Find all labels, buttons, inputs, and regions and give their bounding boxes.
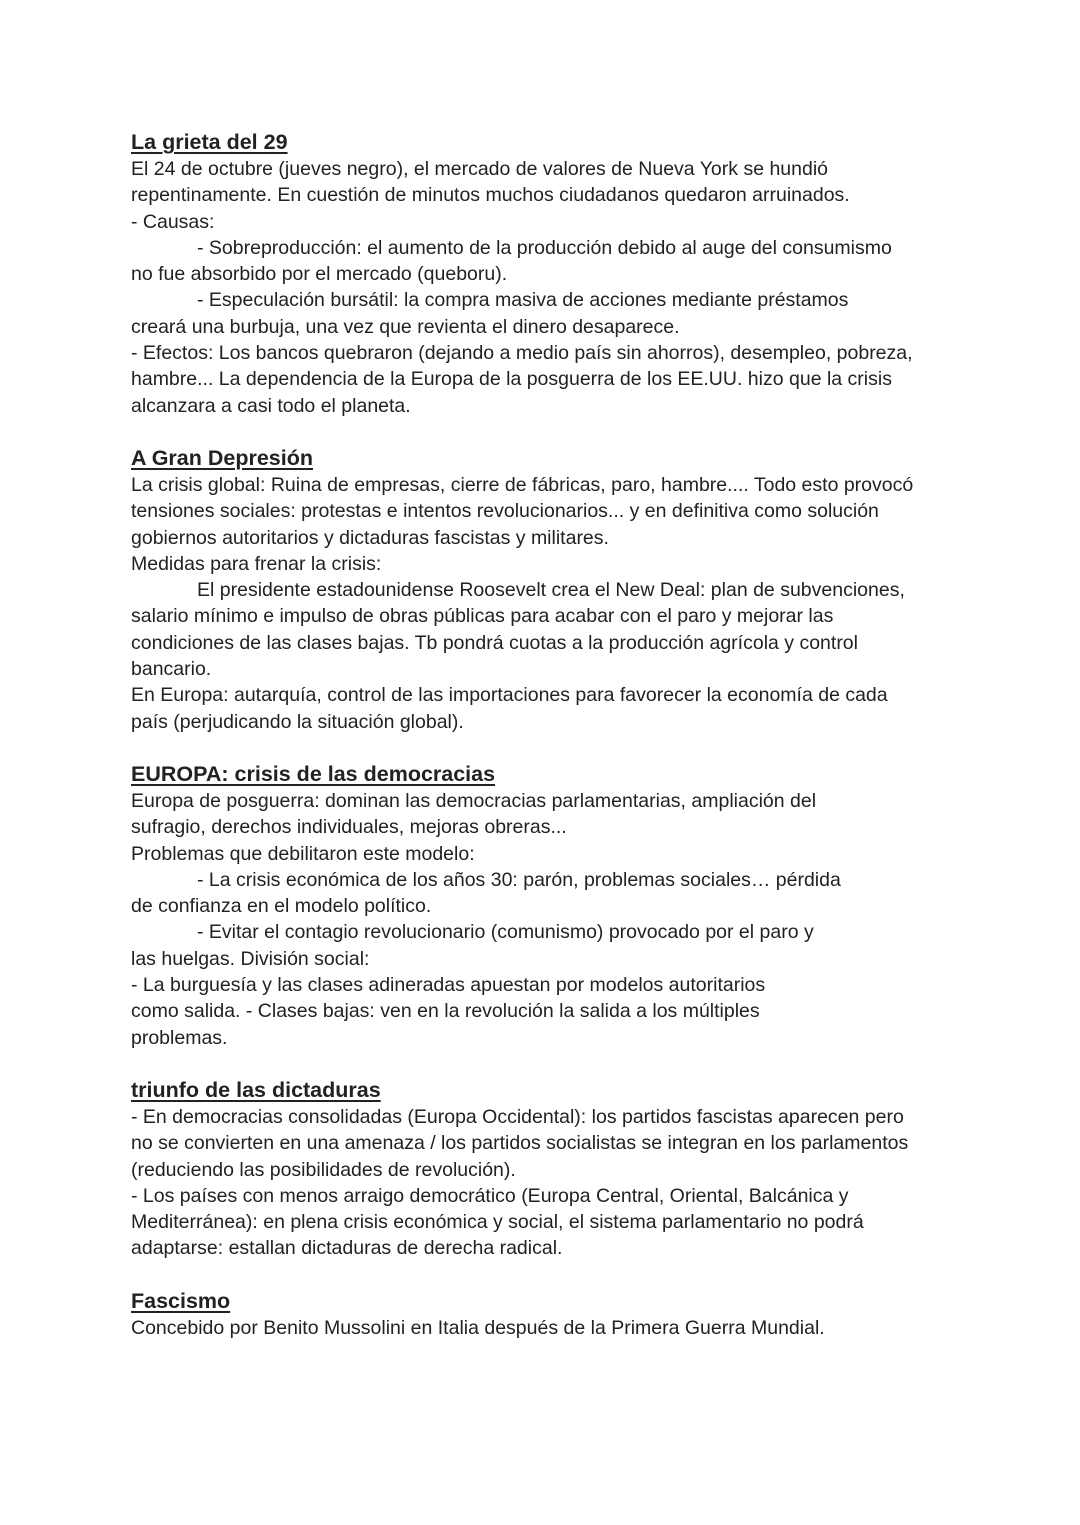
text-line: creará una burbuja, una vez que revienta el dinero desaparece.	[131, 315, 680, 338]
section-title: EUROPA: crisis de las democracias	[131, 761, 496, 786]
text-line: La crisis global: Ruina de empresas, cierre de fábricas, paro, hambre.... Todo esto provocó	[131, 473, 914, 496]
text-line: - La crisis económica de los años 30: parón, problemas sociales… pérdida	[197, 868, 841, 891]
section-title: La grieta del 29	[131, 130, 288, 154]
text-line: Mediterránea): en plena crisis económica y social, el sistema parlamentario no podrá	[131, 1211, 864, 1234]
section-grieta-29	[131, 129, 951, 419]
text-line: las huelgas. División social:	[131, 947, 370, 970]
text-line: - Especulación bursátil: la compra masiva de acciones mediante préstamos	[197, 289, 849, 312]
text-line: - Los países con menos arraigo democrático (Europa Central, Oriental, Balcánica y	[131, 1184, 849, 1207]
text-line: - En democracias consolidadas (Europa Occidental): los partidos fascistas aparecen pero	[131, 1105, 904, 1128]
text-line: condiciones de las clases bajas. Tb pondrá cuotas a la producción agrícola y control	[131, 631, 858, 654]
text-line: Problemas que debilitaron este modelo:	[131, 842, 475, 865]
text-line: Medidas para frenar la crisis:	[131, 552, 382, 575]
section-title: A Gran Depresión	[131, 445, 313, 470]
text-line: El 24 de octubre (jueves negro), el mercado de valores de Nueva York se hundió	[131, 158, 829, 180]
text-line: Europa de posguerra: dominan las democracias parlamentarias, ampliación del	[131, 789, 817, 812]
text-line: Concebido por Benito Mussolini en Italia después de la Primera Guerra Mundial.	[131, 1316, 825, 1339]
spacer	[131, 1262, 951, 1288]
text-line: país (perjudicando la situación global).	[131, 710, 464, 733]
text-line: bancario.	[131, 658, 212, 681]
text-line: alcanzara a casi todo el planeta.	[131, 394, 411, 417]
section-triunfo-dictaduras	[131, 1077, 951, 1262]
spacer	[131, 419, 951, 445]
section-title: triunfo de las dictaduras	[131, 1077, 381, 1102]
text-line: - Sobreproducción: el aumento de la producción debido al auge del consumismo	[197, 236, 892, 259]
text-line: de confianza en el modelo político.	[131, 895, 432, 918]
text-line: El presidente estadounidense Roosevelt crea el New Deal: plan de subvenciones,	[197, 579, 905, 602]
text-line: repentinamente. En cuestión de minutos muchos ciudadanos quedaron arruinados.	[131, 184, 850, 207]
text-line: no fue absorbido por el mercado (queboru).	[131, 263, 508, 286]
text-line: tensiones sociales: protestas e intentos revolucionarios... y en definitiva como solución	[131, 500, 879, 523]
text-line: - La burguesía y las clases adineradas apuestan por modelos autoritarios	[131, 974, 766, 997]
text-line: no se convierten en una amenaza / los partidos socialistas se integran en los parlamentos	[131, 1132, 909, 1155]
spacer	[131, 735, 951, 761]
text-line: adaptarse: estallan dictaduras de derecha radical.	[131, 1237, 563, 1260]
document-page	[131, 129, 951, 1341]
text-line: - Evitar el contagio revolucionario (comunismo) provocado por el paro y	[197, 921, 814, 944]
text-line: (reduciendo las posibilidades de revolución).	[131, 1158, 516, 1181]
text-line: En Europa: autarquía, control de las importaciones para favorecer la economía de cada	[131, 684, 888, 707]
section-fascismo	[131, 1288, 951, 1341]
text-line: hambre... La dependencia de la Europa de la posguerra de los EE.UU. hizo que la crisis	[131, 368, 892, 391]
text-line: como salida. - Clases bajas: ven en la revolución la salida a los múltiples	[131, 1000, 760, 1023]
text-line: problemas.	[131, 1026, 228, 1049]
spacer	[131, 1051, 951, 1077]
text-line: salario mínimo e impulso de obras públicas para acabar con el paro y mejorar las	[131, 605, 834, 628]
section-title: Fascismo	[131, 1288, 231, 1313]
text-line: - Causas:	[131, 210, 215, 233]
text-line: gobiernos autoritarios y dictaduras fascistas y militares.	[131, 526, 609, 549]
text-line: sufragio, derechos individuales, mejoras obreras...	[131, 816, 567, 839]
section-gran-depresion	[131, 445, 951, 735]
text-line: - Efectos: Los bancos quebraron (dejando a medio país sin ahorros), desempleo, pobreza,	[131, 342, 913, 365]
section-europa-crisis	[131, 761, 951, 1051]
